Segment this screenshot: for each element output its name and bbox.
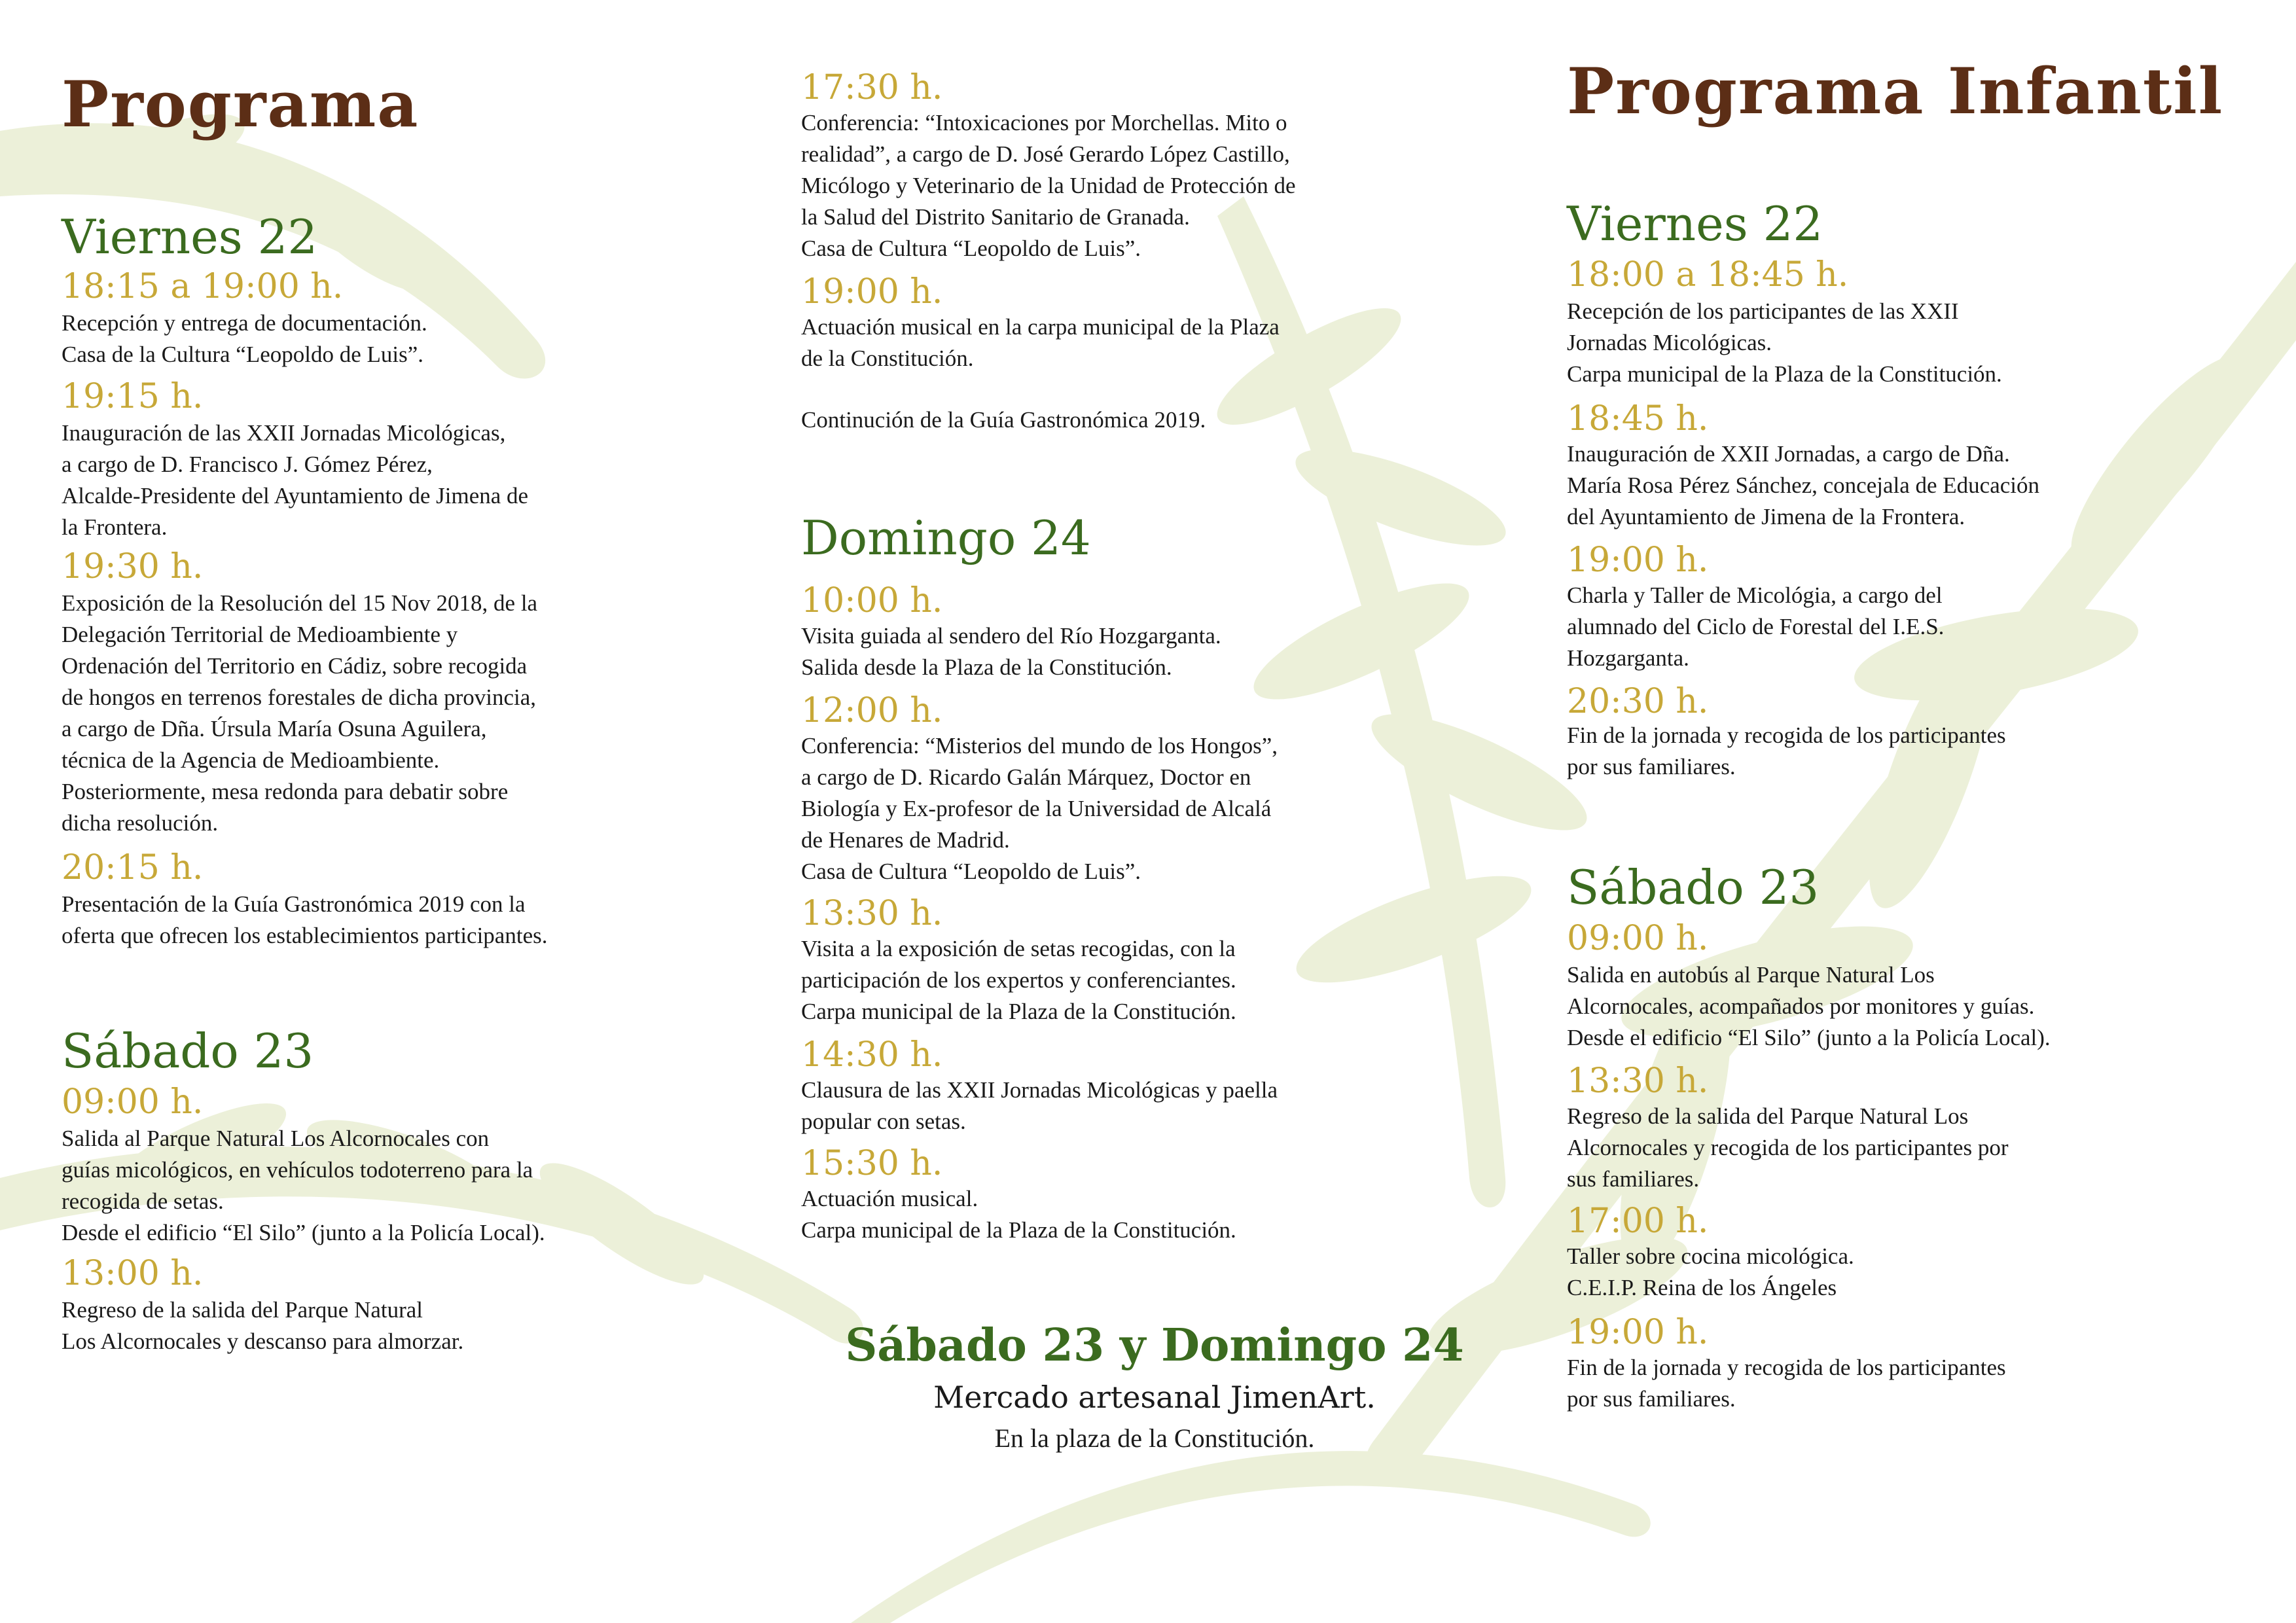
day-heading-viernes: Viernes 22	[1567, 196, 1823, 251]
event-description: Clausura de las XXII Jornadas Micológicas y paella popular con setas.	[801, 1077, 1278, 1134]
event-time: 18:45 h.	[1567, 399, 1709, 438]
day-heading-sabado: Sábado 23	[62, 1024, 314, 1079]
event-time: 18:15 a 19:00 h.	[62, 267, 344, 306]
event-description: Inauguración de las XXII Jornadas Micológicas, a cargo de D. Francisco J. Gómez Pérez, Alcalde-Presidente del Ayuntamiento de Jimena de la Frontera.	[62, 420, 529, 540]
event-description: Fin de la jornada y recogida de los participantes por sus familiares.	[1567, 722, 2006, 779]
event-time: 14:30 h.	[801, 1035, 943, 1075]
event-description: Conferencia: “Intoxicaciones por Morchellas. Mito o realidad”, a cargo de D. José Gerardo López Castillo, Micólogo y Veterinario de la Unidad de Protección de la Salud del Distrito Sanitario de Granada. Casa de Cultura “Leopoldo de Luis”.	[801, 110, 1296, 261]
event-time: 19:15 h.	[62, 377, 204, 416]
event-description: Fin de la jornada y recogida de los participantes por sus familiares.	[1567, 1355, 2006, 1412]
event-time: 19:00 h.	[801, 272, 943, 312]
event-time: 19:00 h.	[1567, 541, 1709, 580]
programa-infantil-title: Programa Infantil	[1567, 54, 2224, 128]
day-heading-sabado: Sábado 23	[1567, 860, 1820, 915]
event-description: Exposición de la Resolución del 15 Nov 2018, de la Delegación Territorial de Medioambiente y Ordenación del Territorio en Cádiz, sobre recogida de hongos en terrenos forestales de dicha provincia, a cargo de Dña. Úrsula María Osuna Aguilera, técnica de la Agencia de Medioambiente. Posteriormente, mesa redonda para debatir sobre dicha resolución.	[62, 590, 538, 836]
event-description: Charla y Taller de Micológia, a cargo del alumnado del Ciclo de Forestal del I.E.S. Hozgarganta.	[1567, 582, 1945, 671]
gastronomic-guide-note: Continución de la Guía Gastronómica 2019.	[801, 407, 1206, 433]
event-description: Recepción y entrega de documentación. Casa de la Cultura “Leopoldo de Luis”.	[62, 310, 427, 367]
event-time: 20:15 h.	[62, 848, 204, 887]
event-description: Actuación musical. Carpa municipal de la Plaza de la Constitución.	[801, 1186, 1236, 1243]
event-time: 17:30 h.	[801, 68, 943, 107]
event-time: 18:00 a 18:45 h.	[1567, 255, 1849, 294]
event-description: Actuación musical en la carpa municipal de la Plaza de la Constitución.	[801, 314, 1280, 371]
event-time: 19:30 h.	[62, 547, 204, 586]
event-description: Visita a la exposición de setas recogidas, con la participación de los expertos y conferenciantes. Carpa municipal de la Plaza de la Constitución.	[801, 936, 1236, 1024]
day-heading-domingo: Domingo 24	[801, 510, 1091, 565]
event-description: Regreso de la salida del Parque Natural Los Alcornocales y recogida de los participantes por sus familiares.	[1567, 1103, 2009, 1192]
event-time: 13:30 h.	[801, 894, 943, 933]
event-time: 12:00 h.	[801, 691, 943, 730]
event-description: Taller sobre cocina micológica. C.E.I.P. Reina de los Ángeles	[1567, 1243, 1854, 1300]
event-description: Visita guiada al sendero del Río Hozgarganta. Salida desde la Plaza de la Constitución.	[801, 623, 1221, 680]
event-time: 19:00 h.	[1567, 1313, 1709, 1352]
event-description: Salida al Parque Natural Los Alcornocales con guías micológicos, en vehículos todoterreno para la recogida de setas. Desde el edificio “El Silo” (junto a la Policía Local).	[62, 1126, 545, 1245]
event-description: Salida en autobús al Parque Natural Los Alcornocales, acompañados por monitores y guías. Desde el edificio “El Silo” (junto a la Policía Local).	[1567, 962, 2051, 1050]
event-description: Inauguración de XXII Jornadas, a cargo de Dña. María Rosa Pérez Sánchez, concejala de Educación del Ayuntamiento de Jimena de la Frontera.	[1567, 441, 2040, 529]
event-time: 20:30 h.	[1567, 682, 1709, 721]
event-time: 09:00 h.	[62, 1082, 204, 1122]
event-description: Regreso de la salida del Parque Natural Los Alcornocales y descanso para almorzar.	[62, 1297, 464, 1354]
event-time: 09:00 h.	[1567, 919, 1709, 958]
market-location: En la plaza de la Constitución.	[994, 1423, 1315, 1453]
event-time: 17:00 h.	[1567, 1202, 1709, 1241]
event-time: 13:30 h.	[1567, 1061, 1709, 1101]
event-description: Recepción de los participantes de las XXII Jornadas Micológicas. Carpa municipal de la Plaza de la Constitución.	[1567, 298, 2002, 387]
event-time: 13:00 h.	[62, 1254, 204, 1293]
event-description: Presentación de la Guía Gastronómica 2019 con la oferta que ofrecen los establecimientos participantes.	[62, 891, 548, 948]
day-heading-viernes: Viernes 22	[62, 209, 318, 264]
market-days-heading: Sábado 23 y Domingo 24	[845, 1319, 1464, 1372]
event-time: 15:30 h.	[801, 1144, 943, 1183]
event-description: Conferencia: “Misterios del mundo de los Hongos”, a cargo de D. Ricardo Galán Márquez, Doctor en Biología y Ex-profesor de la Universidad de Alcalá de Henares de Madrid. Casa de Cultura “Leopoldo de Luis”.	[801, 733, 1278, 884]
programa-title: Programa	[62, 67, 420, 141]
event-time: 10:00 h.	[801, 581, 943, 620]
market-name: Mercado artesanal JimenArt.	[933, 1380, 1376, 1415]
